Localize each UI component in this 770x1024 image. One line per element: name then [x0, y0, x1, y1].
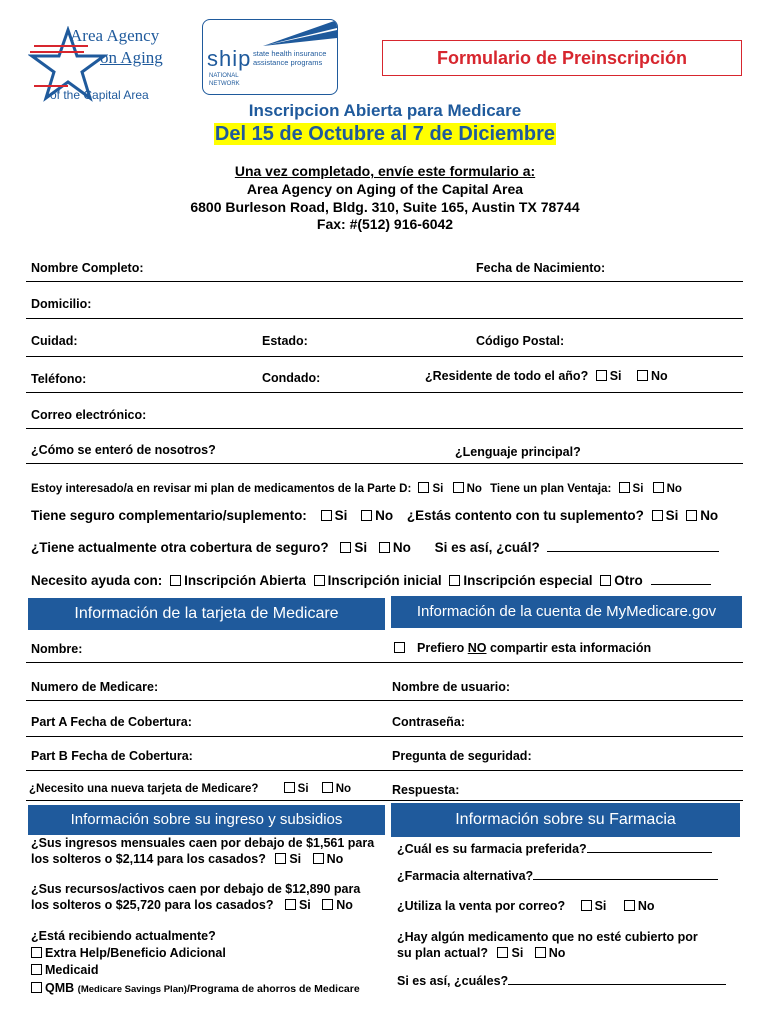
medicare-card-header: Información de la tarjeta de Medicare	[28, 598, 385, 630]
send-to-org: Area Agency on Aging of the Capital Area	[246, 181, 524, 197]
happy-yes-checkbox[interactable]	[652, 510, 663, 521]
help-special-label: Inscripción especial	[463, 573, 593, 588]
supplement-label: Tiene seguro complementario/suplemento:	[31, 508, 307, 523]
income-header: Información sobre su ingreso y subsidios	[28, 805, 385, 835]
part-d-row	[31, 482, 682, 495]
part-d-yes-label: Si	[432, 483, 444, 495]
supplement-no-checkbox[interactable]	[361, 510, 372, 521]
uncovered-no-label: No	[548, 946, 566, 960]
part-a-label: Part A Fecha de Cobertura:	[31, 715, 192, 729]
income-q2-yes-label: Si	[298, 898, 311, 912]
uncovered-line2: su plan actual?	[397, 946, 488, 960]
resident-label: ¿Residente de todo el año?	[425, 369, 589, 383]
which-coverage-line[interactable]	[547, 551, 719, 552]
medicare-number-line[interactable]	[26, 700, 743, 701]
uncovered-no-checkbox[interactable]	[535, 947, 546, 958]
income-q1-yes-label: Si	[289, 852, 302, 866]
new-card-label: ¿Necesito una nueva tarjeta de Medicare?	[29, 783, 259, 795]
preferred-pharmacy-line[interactable]	[587, 852, 712, 853]
agency-name-line1: Area Agency	[70, 26, 160, 45]
preferred-pharmacy-label: ¿Cuál es su farmacia preferida?	[397, 842, 587, 856]
income-q1-no-label: No	[326, 852, 344, 866]
ship-wordmark: ship	[207, 46, 252, 71]
which-meds-label: Si es así, ¿cuáles?	[397, 974, 509, 988]
income-q1-line1: ¿Sus ingresos mensuales caen por debajo de $1,561 para	[31, 836, 375, 850]
help-other-label: Otro	[614, 573, 643, 588]
resident-row	[425, 369, 668, 383]
part-d-no-label: No	[466, 483, 482, 495]
email-label: Correo electrónico:	[31, 408, 147, 422]
mail-order-no-label: No	[637, 899, 655, 913]
agency-name-line2: on Aging	[100, 48, 163, 67]
full-name-label: Nombre Completo:	[31, 261, 144, 275]
rays-logo-icon	[263, 20, 337, 46]
help-initial-checkbox[interactable]	[314, 575, 325, 586]
prefer-suffix: compartir esta información	[489, 641, 652, 655]
mymedicare-header: Información de la cuenta de MyMedicare.gov	[391, 596, 742, 628]
new-card-no-checkbox[interactable]	[322, 782, 333, 793]
help-open-label: Inscripción Abierta	[184, 573, 306, 588]
income-q2-no-checkbox[interactable]	[322, 899, 333, 910]
income-q2-yes-checkbox[interactable]	[285, 899, 296, 910]
preferred-pharmacy-row	[397, 842, 712, 856]
help-open-checkbox[interactable]	[170, 575, 181, 586]
part-d-label: Estoy interesado/a en revisar mi plan de medicamentos de la Parte D:	[31, 483, 412, 495]
new-card-no-label: No	[335, 783, 352, 795]
help-special-checkbox[interactable]	[449, 575, 460, 586]
headline: Inscripcion Abierta para Medicare	[248, 101, 522, 120]
zip-label: Código Postal:	[476, 334, 565, 348]
medicaid-row	[31, 963, 99, 977]
help-other-checkbox[interactable]	[600, 575, 611, 586]
security-question-label: Pregunta de seguridad:	[392, 749, 532, 763]
send-to-fax: Fax: #(512) 916-6042	[316, 216, 454, 232]
city-line[interactable]	[26, 356, 743, 357]
state-label: Estado:	[262, 334, 308, 348]
resident-yes-label: Si	[609, 369, 622, 383]
new-card-row	[29, 782, 351, 795]
full-name-line[interactable]	[26, 281, 743, 282]
part-d-no-checkbox[interactable]	[453, 482, 464, 493]
medicare-number-label: Numero de Medicare:	[31, 680, 159, 694]
advantage-no-checkbox[interactable]	[653, 482, 664, 493]
income-q1-yes-checkbox[interactable]	[275, 853, 286, 864]
new-card-yes-checkbox[interactable]	[284, 782, 295, 793]
need-help-label: Necesito ayuda con:	[31, 573, 163, 588]
uncovered-yes-checkbox[interactable]	[497, 947, 508, 958]
prefer-no-share-checkbox[interactable]	[394, 642, 405, 653]
resident-no-label: No	[651, 369, 668, 383]
enrollment-dates-text: Del 15 de Octubre al 7 de Diciembre	[214, 123, 556, 145]
help-other-line[interactable]	[651, 584, 711, 585]
extra-help-checkbox[interactable]	[31, 947, 42, 958]
address-line[interactable]	[26, 318, 743, 319]
supplement-yes-label: Si	[334, 508, 348, 523]
alt-pharmacy-label: ¿Farmacia alternativa?	[397, 869, 534, 883]
ship-tagline-3: NATIONAL	[209, 73, 239, 79]
ship-logo	[202, 19, 338, 95]
part-a-line[interactable]	[26, 736, 743, 737]
ship-tagline-2: assistance programs	[253, 58, 323, 67]
send-to-address: 6800 Burleson Road, Bldg. 310, Suite 165, Austin TX 78744	[190, 199, 580, 215]
extra-help-label: Extra Help/Beneficio Adicional	[45, 946, 226, 960]
happy-no-checkbox[interactable]	[686, 510, 697, 521]
enrollment-dates	[0, 123, 770, 146]
city-label: Cuidad:	[31, 334, 78, 348]
supplement-row	[31, 508, 718, 523]
prefer-prefix: Prefiero	[417, 641, 465, 655]
income-q2-row	[31, 898, 353, 912]
mail-order-yes-label: Si	[594, 899, 607, 913]
uncovered-row	[397, 946, 565, 960]
address-label: Domicilio:	[31, 297, 92, 311]
part-b-label: Part B Fecha de Cobertura:	[31, 749, 193, 763]
income-q1-line2: los solteros o $2,114 para los casados?	[31, 852, 266, 866]
other-coverage-row	[31, 540, 719, 555]
income-q2-line2: los solteros o $25,720 para los casados?	[31, 898, 274, 912]
medicaid-label: Medicaid	[45, 963, 99, 977]
income-q2-line1: ¿Sus recursos/activos caen por debajo de $12,890 para	[31, 882, 361, 896]
county-label: Condado:	[262, 371, 321, 385]
need-help-row	[31, 573, 711, 588]
income-q1-no-checkbox[interactable]	[313, 853, 324, 864]
email-line[interactable]	[26, 428, 743, 429]
phone-label: Teléfono:	[31, 372, 87, 386]
which-coverage-label: Si es así, ¿cuál?	[434, 540, 540, 555]
alt-pharmacy-row	[397, 869, 718, 883]
other-coverage-no-label: No	[392, 540, 411, 555]
prefer-no: NO	[467, 641, 487, 655]
uncovered-yes-label: Si	[511, 946, 524, 960]
send-to-intro: Una vez completado, envíe este formulario a:	[234, 163, 536, 179]
income-q3-label: ¿Está recibiendo actualmente?	[31, 929, 216, 943]
qmb-label: QMB	[45, 981, 75, 995]
other-coverage-label: ¿Tiene actualmente otra cobertura de seguro?	[31, 540, 329, 555]
happy-supplement-label: ¿Estás contento con tu suplemento?	[406, 508, 644, 523]
pharmacy-header: Información sobre su Farmacia	[391, 803, 740, 837]
new-card-yes-label: Si	[297, 783, 309, 795]
qmb-row	[31, 981, 360, 995]
resident-no-checkbox[interactable]	[637, 370, 648, 381]
supplement-no-label: No	[375, 508, 394, 523]
advantage-yes-checkbox[interactable]	[619, 482, 630, 493]
password-label: Contraseña:	[392, 715, 465, 729]
mail-order-label: ¿Utiliza la venta por correo?	[397, 899, 566, 913]
which-meds-row	[397, 974, 726, 988]
happy-yes-label: Si	[665, 508, 679, 523]
qmb-savings-label: (Medicare Savings Plan)	[77, 984, 187, 995]
which-meds-line[interactable]	[508, 984, 726, 985]
card-name-label: Nombre:	[31, 642, 83, 656]
agency-logo	[28, 18, 188, 108]
uncovered-line1: ¿Hay algún medicamento que no esté cubierto por	[397, 930, 698, 944]
other-coverage-no-checkbox[interactable]	[379, 542, 390, 553]
medicaid-checkbox[interactable]	[31, 964, 42, 975]
advantage-label: Tiene un plan Ventaja:	[490, 483, 612, 495]
extra-help-row	[31, 946, 226, 960]
card-name-line[interactable]	[26, 662, 743, 663]
answer-line[interactable]	[26, 800, 743, 801]
ship-tagline-4: NETWORK	[209, 81, 240, 87]
resident-yes-checkbox[interactable]	[596, 370, 607, 381]
form-title	[382, 40, 742, 76]
prefer-row	[392, 641, 651, 655]
alt-pharmacy-line[interactable]	[533, 879, 718, 880]
part-d-yes-checkbox[interactable]	[418, 482, 429, 493]
dob-label: Fecha de Nacimiento:	[476, 261, 606, 275]
mail-order-row	[397, 899, 655, 913]
qmb-checkbox[interactable]	[31, 982, 42, 993]
mail-order-no-checkbox[interactable]	[624, 900, 635, 911]
form-title-text: Formulario de Preinscripción	[436, 48, 688, 68]
happy-no-label: No	[700, 508, 719, 523]
how-heard-label: ¿Cómo se enteró de nosotros?	[31, 443, 216, 457]
income-q1-row	[31, 852, 343, 866]
ship-tagline-1: state health insurance	[253, 49, 327, 58]
advantage-no-label: No	[666, 483, 682, 495]
other-coverage-yes-label: Si	[354, 540, 368, 555]
income-q2-no-label: No	[336, 898, 353, 912]
language-label: ¿Lenguaje principal?	[455, 445, 581, 459]
how-heard-line[interactable]	[26, 463, 743, 464]
agency-name-line3: of the Capital Area	[50, 88, 149, 102]
answer-label: Respuesta:	[392, 783, 460, 797]
part-b-line[interactable]	[26, 770, 743, 771]
other-coverage-yes-checkbox[interactable]	[340, 542, 351, 553]
help-initial-label: Inscripción inicial	[327, 573, 442, 588]
supplement-yes-checkbox[interactable]	[321, 510, 332, 521]
username-label: Nombre de usuario:	[392, 680, 511, 694]
mail-order-yes-checkbox[interactable]	[581, 900, 592, 911]
phone-line[interactable]	[26, 392, 743, 393]
qmb-program-label: /Programa de ahorros de Medicare	[186, 983, 360, 995]
advantage-yes-label: Si	[632, 483, 644, 495]
